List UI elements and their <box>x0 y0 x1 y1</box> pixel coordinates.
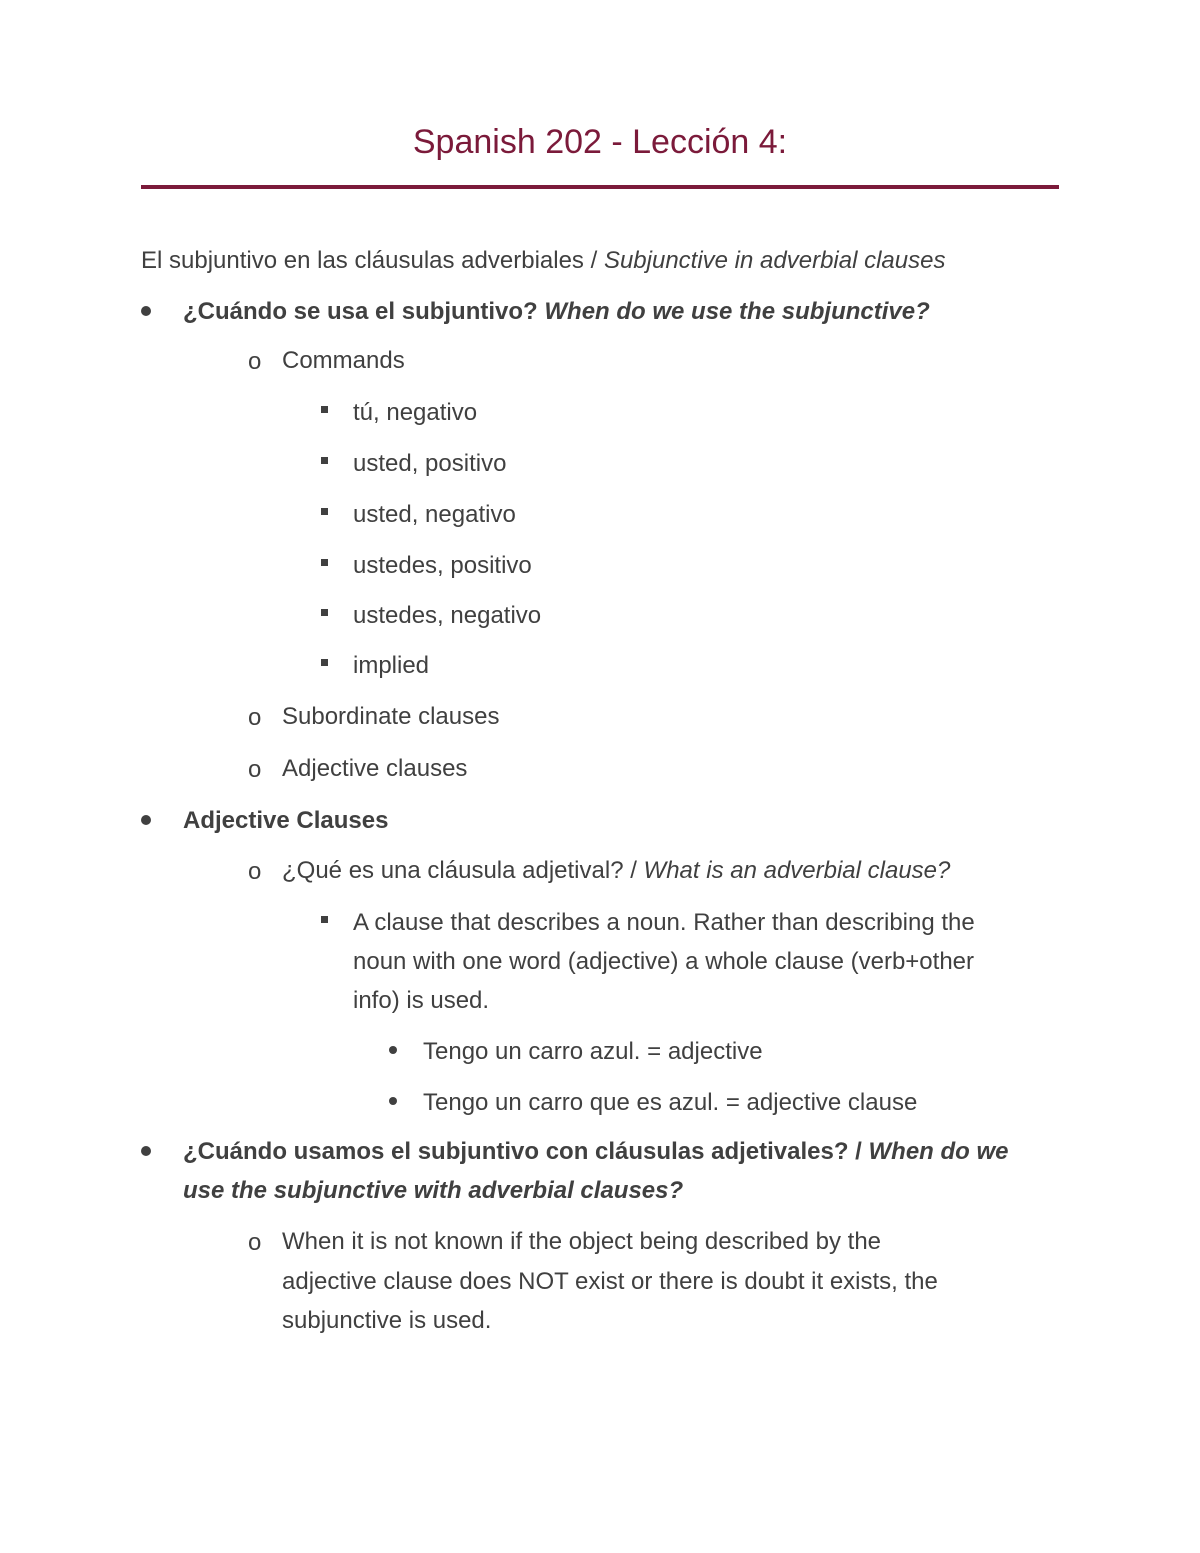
answer-line-3: subjunctive is used. <box>282 1307 492 1334</box>
square-bullet-icon <box>321 659 328 666</box>
bullet-icon <box>141 1146 151 1156</box>
list-item: implied <box>353 652 430 679</box>
section3-spanish: ¿Cuándo usamos el subjuntivo con cláusulas adjetivales? / <box>183 1138 869 1165</box>
list-item: tú, negativo <box>353 399 478 426</box>
title-divider <box>141 185 1059 189</box>
bullet-icon <box>141 306 151 316</box>
intro-english: Subjunctive in adverbial clauses <box>603 247 946 274</box>
section1-heading <box>183 296 930 328</box>
bullet-icon <box>141 815 151 825</box>
example-line: Tengo un carro que es azul. = adjective clause <box>423 1089 918 1116</box>
list-item-commands: Commands <box>282 347 405 374</box>
square-bullet-icon <box>321 406 328 413</box>
section1-english: When do we use the subjunctive? <box>544 298 930 325</box>
bullet-icon <box>389 1097 397 1105</box>
circle-bullet-icon: o <box>248 1229 262 1256</box>
square-bullet-icon <box>321 609 328 616</box>
circle-bullet-icon: o <box>248 704 262 731</box>
square-bullet-icon <box>321 508 328 515</box>
answer-line-1: When it is not known if the object being described by the <box>282 1228 882 1255</box>
square-bullet-icon <box>321 457 328 464</box>
question-english: What is an adverbial clause? <box>643 857 951 884</box>
section1-spanish: ¿Cuándo se usa el subjuntivo? <box>183 298 545 325</box>
intro-spanish: El subjuntivo en las cláusulas adverbiales / <box>141 247 604 274</box>
example-line: Tengo un carro azul. = adjective <box>423 1038 763 1065</box>
answer-line-2: adjective clause does NOT exist or there is doubt it exists, the <box>282 1268 938 1295</box>
bullet-icon <box>389 1046 397 1054</box>
circle-bullet-icon: o <box>248 858 262 885</box>
list-item: ustedes, positivo <box>353 552 532 579</box>
list-item-adjective: Adjective clauses <box>282 755 468 782</box>
section3-heading-cont: use the subjunctive with adverbial clauses? <box>183 1177 684 1204</box>
circle-bullet-icon: o <box>248 348 262 375</box>
square-bullet-icon <box>321 559 328 566</box>
definition-line-2: noun with one word (adjective) a whole clause (verb+other <box>353 948 975 975</box>
list-item: ustedes, negativo <box>353 602 542 629</box>
definition-line-1: A clause that describes a noun. Rather than describing the <box>353 909 975 936</box>
list-item-subordinate: Subordinate clauses <box>282 703 500 730</box>
question-spanish: ¿Qué es una cláusula adjetival? / <box>282 857 644 884</box>
definition-line-3: info) is used. <box>353 987 490 1014</box>
list-item: usted, negativo <box>353 501 516 528</box>
section2-question <box>282 855 950 887</box>
square-bullet-icon <box>321 916 328 923</box>
intro-line <box>141 245 945 277</box>
page-title: Spanish 202 - Lección 4: <box>412 123 788 161</box>
circle-bullet-icon: o <box>248 756 262 783</box>
list-item: usted, positivo <box>353 450 507 477</box>
section3-english: When do we <box>868 1138 1009 1165</box>
section2-heading: Adjective Clauses <box>183 807 389 834</box>
section3-heading <box>183 1136 1009 1168</box>
